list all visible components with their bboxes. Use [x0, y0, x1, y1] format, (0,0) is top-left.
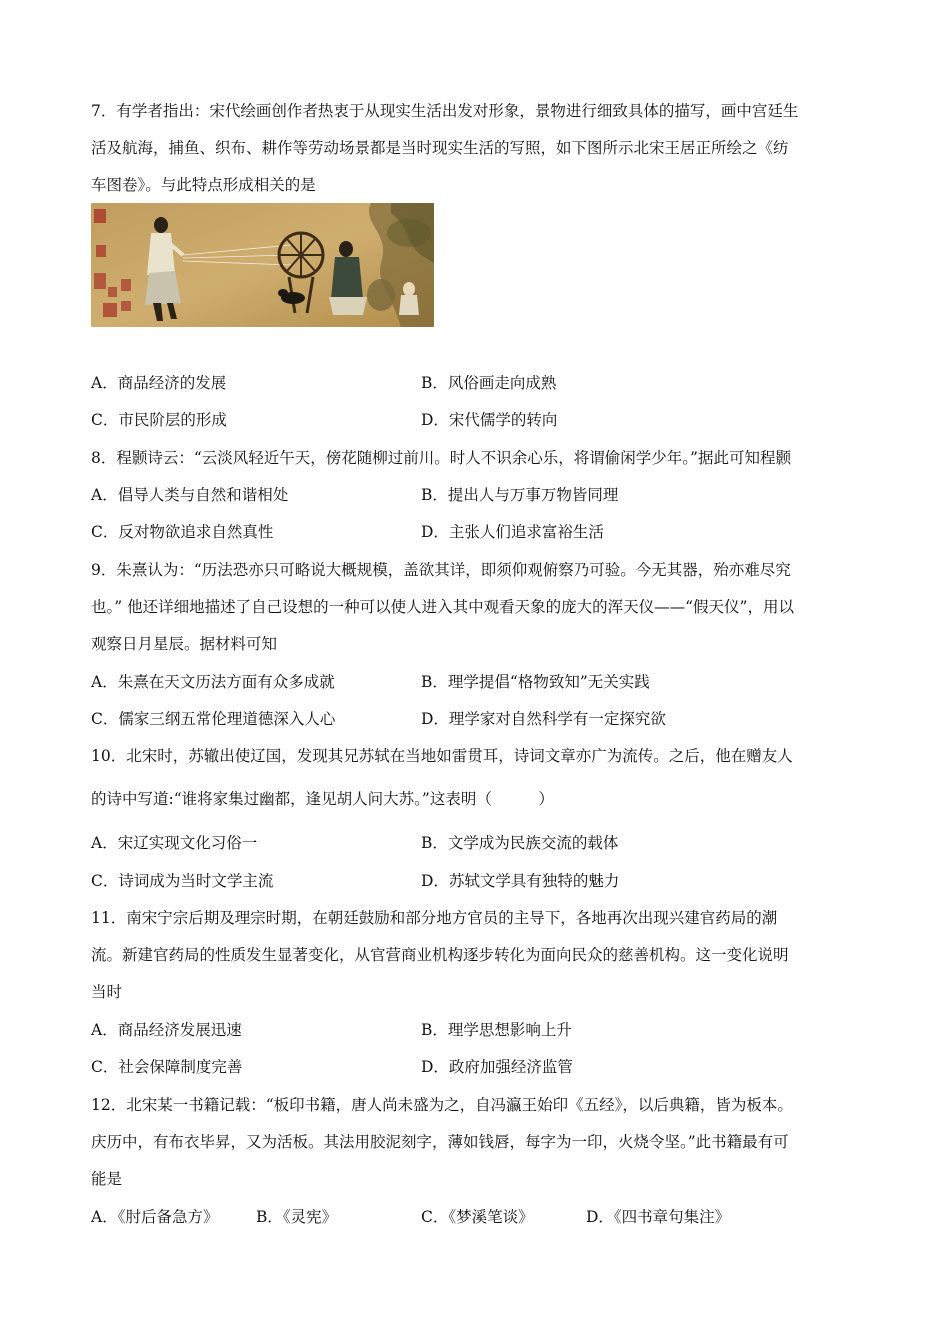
q10-option-c: C．诗词成为当时文学主流 [91, 872, 274, 890]
q8-option-a: A．倡导人类与自然和谐相处 [91, 486, 289, 504]
q10-stem-line-1: 10．北宋时，苏辙出使辽国，发现其兄苏轼在当地如雷贯耳，诗词文章亦广为流传。之后，他在赠友人 [91, 747, 793, 765]
q10-stem-line-2: 的诗中写道:“谁将家集过幽都，逢见胡人问大苏。”这表明（ ） [91, 790, 554, 808]
q7-option-b: B．风俗画走向成熟 [421, 374, 557, 392]
q9-option-b: B．理学提倡“格物致知”无关实践 [421, 673, 650, 691]
q7-option-d: D．宋代儒学的转向 [421, 411, 558, 429]
q11-option-d: D．政府加强经济监管 [421, 1058, 573, 1076]
q9-option-d: D．理学家对自然科学有一定探究欲 [421, 710, 666, 728]
q9-option-a: A．朱熹在天文历法方面有众多成就 [91, 673, 335, 691]
q12-option-d: D．《四书章句集注》 [586, 1208, 731, 1226]
q8-option-b: B．提出人与万事万物皆同理 [421, 486, 619, 504]
q12-option-a: A．《肘后备急方》 [91, 1208, 219, 1226]
q7-option-a: A．商品经济的发展 [91, 374, 227, 392]
q11-option-a: A．商品经济发展迅速 [91, 1021, 242, 1039]
q8-stem-line-1: 8．程颢诗云：“云淡风轻近午天，傍花随柳过前川。时人不识余心乐，将谓偷闲学少年。”据此可知程颢 [91, 449, 791, 467]
spinning-wheel-painting [91, 203, 434, 327]
q9-stem-line-1: 9．朱熹认为：“历法恐亦只可略说大概规模，盖欲其详，即须仰观俯察乃可验。今无其器，殆亦难尽究 [91, 561, 791, 579]
q8-option-d: D．主张人们追求富裕生活 [421, 523, 604, 541]
q12-stem-line-3: 能是 [91, 1170, 123, 1188]
q11-option-b: B．理学思想影响上升 [421, 1021, 572, 1039]
q12-stem-line-2: 庆历中，有布衣毕昇，又为活板。其法用胶泥刻字，薄如钱唇，每字为一印，火烧令坚。”此书籍最有可 [91, 1133, 789, 1151]
q7-stem-line-1: 7．有学者指出：宋代绘画创作者热衷于从现实生活出发对形象，景物进行细致具体的描写，画中宫廷生 [91, 102, 799, 120]
q11-option-c: C．社会保障制度完善 [91, 1058, 243, 1076]
q7-stem-line-2: 活及航海，捕鱼、织布、耕作等劳动场景都是当时现实生活的写照，如下图所示北宋王居正所绘之《纺 [91, 139, 789, 157]
q10-option-d: D．苏轼文学具有独特的魅力 [421, 872, 620, 890]
q12-option-b: B．《灵宪》 [256, 1208, 338, 1226]
q9-stem-line-3: 观察日月星辰。据材料可知 [91, 635, 278, 653]
q8-option-c: C．反对物欲追求自然真性 [91, 523, 274, 541]
q10-option-a: A．宋辽实现文化习俗一 [91, 834, 258, 852]
q11-stem-line-2: 流。新建官药局的性质发生显著变化，从官营商业机构逐步转化为面向民众的慈善机构。这一变化说明 [91, 946, 789, 964]
q7-option-c: C．市民阶层的形成 [91, 411, 227, 429]
q9-option-c: C．儒家三纲五常伦理道德深入人心 [91, 710, 336, 728]
q9-stem-line-2: 也。” 他还详细地描述了自己设想的一种可以使人进入其中观看天象的庞大的浑天仪——“假天仪”，用以 [91, 598, 794, 616]
q12-option-c: C．《梦溪笔谈》 [421, 1208, 534, 1226]
q11-stem-line-3: 当时 [91, 983, 123, 1001]
q11-stem-line-1: 11．南宋宁宗后期及理宗时期，在朝廷鼓励和部分地方官员的主导下，各地再次出现兴建官药局的潮 [91, 909, 778, 927]
q7-stem-line-3: 车图卷》。与此特点形成相关的是 [91, 176, 316, 194]
q10-option-b: B．文学成为民族交流的载体 [421, 834, 619, 852]
q12-stem-line-1: 12．北宋某一书籍记载：“板印书籍，唐人尚未盛为之，自冯瀛王始印《五经》，以后典籍，皆为板本。 [91, 1096, 793, 1114]
